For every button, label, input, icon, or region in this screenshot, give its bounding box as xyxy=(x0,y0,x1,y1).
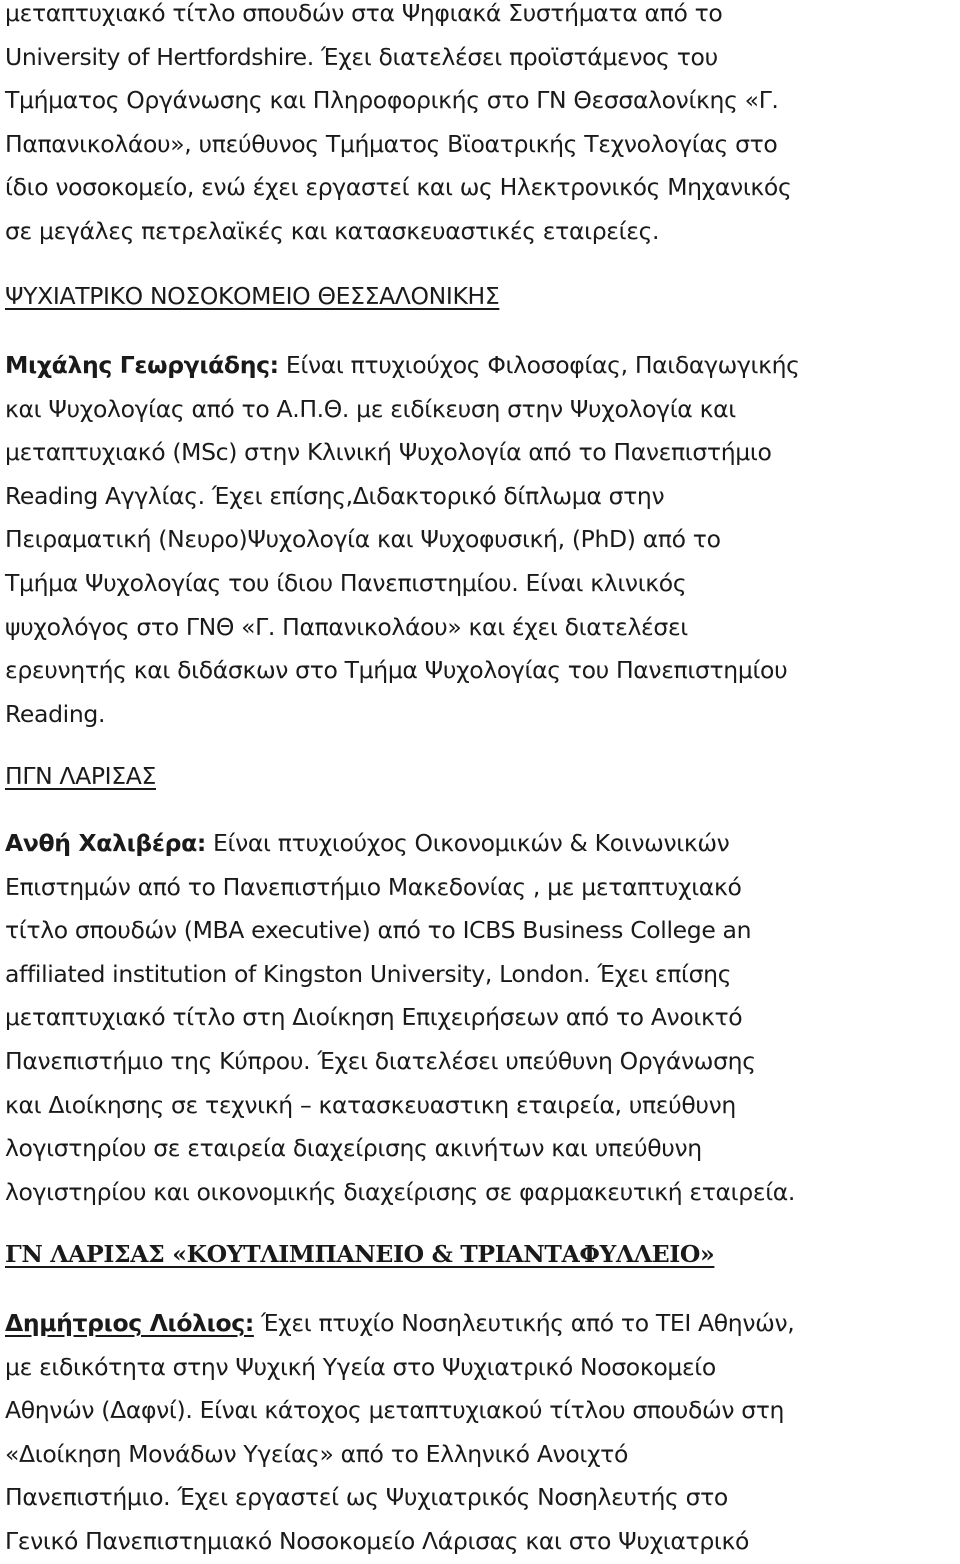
section-heading: ΨΥΧΙΑΤΡΙΚΟ ΝΟΣΟΚΟΜΕΙΟ ΘΕΣΣΑΛΟΝΙΚΗΣ xyxy=(5,282,500,310)
text-line: Αθηνών (Δαφνί). Είναι κάτοχος μεταπτυχιακού τίτλου σπουδών στη xyxy=(5,1396,785,1425)
text-line: Τμήματος Οργάνωσης και Πληροφορικής στο ΓΝ Θεσσαλονίκης «Γ. xyxy=(5,86,779,115)
text-line: μεταπτυχιακό τίτλο στη Διοίκηση Επιχειρήσεων από το Ανοικτό xyxy=(5,1003,743,1032)
bio-paragraph xyxy=(5,822,955,1214)
text-line: ίδιο νοσοκομείο, ενώ έχει εργαστεί και ως Ηλεκτρονικός Μηχανικός xyxy=(5,173,792,202)
text-line: με ειδικότητα στην Ψυχική Υγεία στο Ψυχιατρικό Νοσοκομείο xyxy=(5,1352,716,1381)
text-line: Πανεπιστήμιο. Έχει εργαστεί ως Ψυχιατρικός Νοσηλευτής στο xyxy=(5,1483,728,1512)
text-line: affiliated institution of Kingston University, London. Έχει επίσης xyxy=(5,959,732,988)
text-line xyxy=(5,344,955,388)
text-line: ερευνητής και διδάσκων στο Τμήμα Ψυχολογίας του Πανεπιστημίου xyxy=(5,656,788,685)
section-heading: ΠΓΝ ΛΑΡΙΣΑΣ xyxy=(5,762,156,790)
text-line: Reading Αγγλίας. Έχει επίσης,Διδακτορικό δίπλωμα στην xyxy=(5,481,665,510)
intro-paragraph xyxy=(5,0,955,254)
section-heading: ΓΝ ΛΑΡΙΣΑΣ «ΚΟΥΤΛΙΜΠΑΝΕΙΟ & ΤΡΙΑΝΤΑΦΥΛΛΕΙΟ» xyxy=(5,1240,715,1268)
text-segment: Έχει πτυχίο Νοσηλευτικής από το ΤΕΙ Αθηνών, xyxy=(253,1309,795,1337)
text-line: Επιστημών από το Πανεπιστήμιο Μακεδονίας , με μεταπτυχιακό xyxy=(5,872,742,901)
text-line: Πειραματική (Νευρο)Ψυχολογία και Ψυχοφυσική, (PhD) από το xyxy=(5,525,721,554)
text-line: Τμήμα Ψυχολογίας του ίδιου Πανεπιστημίου. Είναι κλινικός xyxy=(5,568,687,597)
text-line: και Διοίκησης σε τεχνική – κατασκευαστικη εταιρεία, υπεύθυνη xyxy=(5,1090,736,1119)
text-line xyxy=(5,1302,955,1346)
text-line: ψυχολόγος στο ΓΝΘ «Γ. Παπανικολάου» και έχει διατελέσει xyxy=(5,612,688,641)
text-line: λογιστηρίου και οικονομικής διαχείρισης σε φαρμακευτική εταιρεία. xyxy=(5,1177,796,1206)
text-line xyxy=(5,822,955,866)
person-name: Μιχάλης Γεωργιάδης: xyxy=(5,351,279,379)
text-line: και Ψυχολογίας από το Α.Π.Θ. με ειδίκευση στην Ψυχολογία και xyxy=(5,394,736,423)
person-name: Ανθή Χαλιβέρα: xyxy=(5,829,206,857)
bio-paragraph xyxy=(5,1302,955,1564)
text-line: Πανεπιστήμιο της Κύπρου. Έχει διατελέσει υπεύθυνη Οργάνωσης xyxy=(5,1046,756,1075)
text-line: λογιστηρίου σε εταιρεία διαχείρισης ακινήτων και υπεύθυνη xyxy=(5,1134,702,1163)
bio-paragraph xyxy=(5,344,955,736)
text-line: τίτλο σπουδών (MBA executive) από το ICBS Business College an xyxy=(5,916,752,945)
person-name: Δημήτριος Λιόλιος: xyxy=(5,1309,254,1337)
text-line: μεταπτυχιακό τίτλο σπουδών στα Ψηφιακά Συστήματα από το xyxy=(5,0,723,27)
text-line: μεταπτυχιακό (MSc) στην Κλινική Ψυχολογία από το Πανεπιστήμιο xyxy=(5,438,772,467)
text-line: University of Hertfordshire. Έχει διατελέσει προϊστάμενος του xyxy=(5,42,718,71)
text-segment: Είναι πτυχιούχος Οικονομικών & Κοινωνικών xyxy=(205,829,730,857)
text-line: Παπανικολάου», υπεύθυνος Τμήματος Βϊοατρικής Τεχνολογίας στο xyxy=(5,129,778,158)
text-line: Γενικό Πανεπιστημιακό Νοσοκομείο Λάρισας και στο Ψυχιατρικό xyxy=(5,1526,750,1555)
text-line: σε μεγάλες πετρελαϊκές και κατασκευαστικές εταιρείες. xyxy=(5,216,660,245)
text-segment: Είναι πτυχιούχος Φιλοσοφίας, Παιδαγωγικής xyxy=(278,351,800,379)
text-line: Reading. xyxy=(5,699,106,728)
text-line: «Διοίκηση Μονάδων Υγείας» από το Ελληνικό Ανοιχτό xyxy=(5,1439,629,1468)
